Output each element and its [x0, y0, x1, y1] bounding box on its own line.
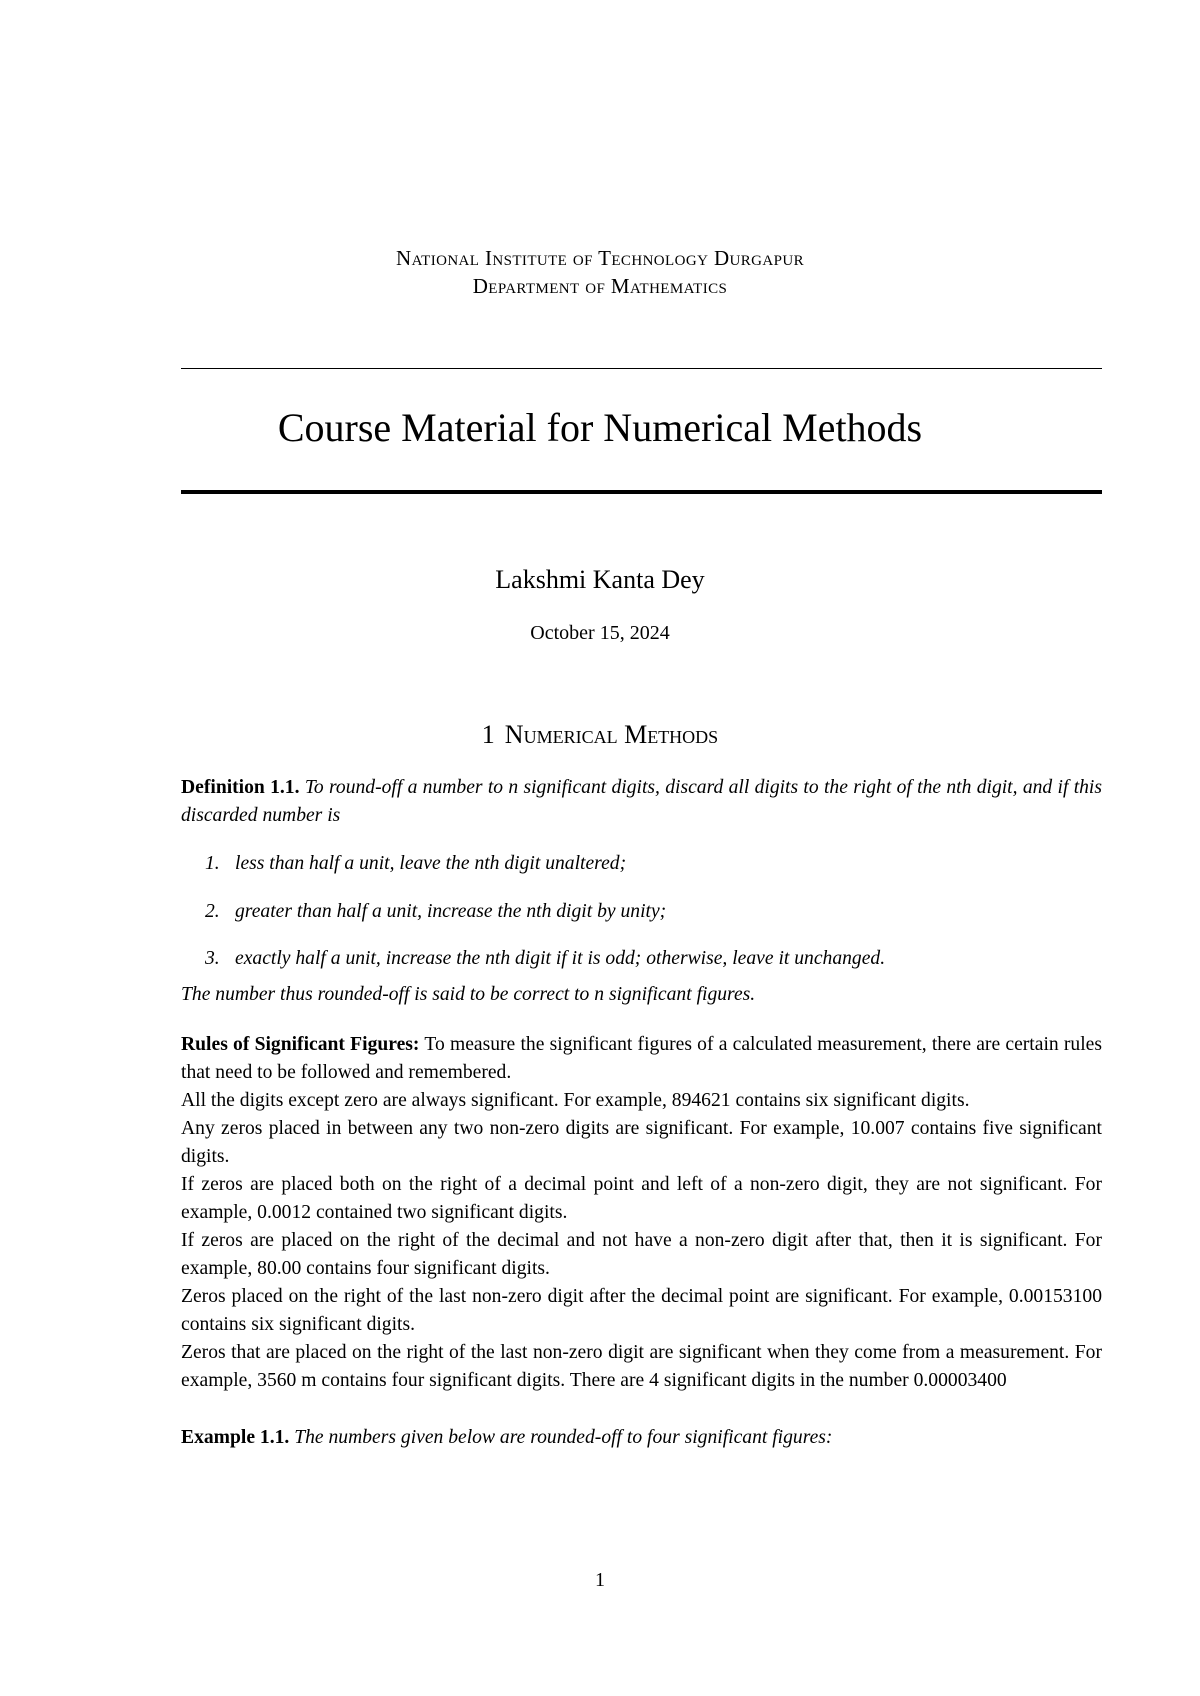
page-number: 1 [595, 1569, 605, 1591]
example-label: Example 1.1. [181, 1427, 290, 1448]
rule-line: If zeros are placed both on the right of a decimal point and left of a non-zero digit, they are not significant. For example, 0.0012 contained two significant digits. [181, 1174, 1102, 1223]
rule-line: All the digits except zero are always significant. For example, 894621 contains six significant digits. [181, 1090, 970, 1111]
title-top-rule [181, 368, 1102, 369]
list-item-number: 1. [205, 853, 220, 874]
list-item-text: exactly half a unit, increase the nth digit if it is odd; otherwise, leave it unchanged. [235, 948, 886, 969]
document-date: October 15, 2024 [530, 622, 670, 644]
definition-conclusion: The number thus rounded-off is said to be correct to n significant figures. [181, 984, 756, 1005]
rules-intro: To measure the significant figures of a calculated measurement, there are certain rules that need to be followed and remembered. [181, 1034, 1102, 1083]
department-name: Department of Mathematics [472, 274, 728, 298]
list-item-number: 3. [205, 948, 220, 969]
definition-list-item [205, 898, 1105, 926]
rules-label: Rules of Significant Figures: [181, 1034, 420, 1055]
title-bottom-rule [181, 490, 1102, 494]
definition-text: To round-off a number to n significant digits, discard all digits to the right of the nth digit, and if this discarded number is [181, 777, 1102, 826]
list-item-text: greater than half a unit, increase the nth digit by unity; [235, 901, 667, 922]
section-heading [0, 720, 1200, 750]
list-item-number: 2. [205, 901, 220, 922]
definition-block [181, 774, 1102, 830]
rule-line: Any zeros placed in between any two non-zero digits are significant. For example, 10.007 contains five significant digits. [181, 1118, 1102, 1167]
author-name: Lakshmi Kanta Dey [495, 565, 705, 594]
rules-intro-paragraph [181, 1031, 1102, 1087]
definition-list-item [205, 945, 1105, 973]
list-item-text: less than half a unit, leave the nth digit unaltered; [235, 853, 627, 874]
definition-list-item [205, 850, 1105, 878]
section-number: 1 [481, 720, 495, 749]
institute-name: National Institute of Technology Durgapur [396, 246, 804, 270]
section-title: Numerical Methods [504, 720, 719, 749]
definition-label: Definition 1.1. [181, 777, 300, 798]
rule-line: If zeros are placed on the right of the decimal and not have a non-zero digit after that, then it is significant. For example, 80.00 contains four significant digits. [181, 1230, 1102, 1279]
rule-line: Zeros placed on the right of the last non-zero digit after the decimal point are significant. For example, 0.00153100 contains six significant digits. [181, 1286, 1102, 1335]
rule-line: Zeros that are placed on the right of the last non-zero digit are significant when they come from a measurement. For example, 3560 m contains four significant digits. There are 4 significant digits in the number 0.00003400 [181, 1342, 1102, 1391]
example-block [181, 1424, 1102, 1452]
document-title: Course Material for Numerical Methods [277, 405, 923, 450]
rules-block [181, 1031, 1102, 1395]
example-text: The numbers given below are rounded-off to four significant figures: [294, 1427, 833, 1448]
